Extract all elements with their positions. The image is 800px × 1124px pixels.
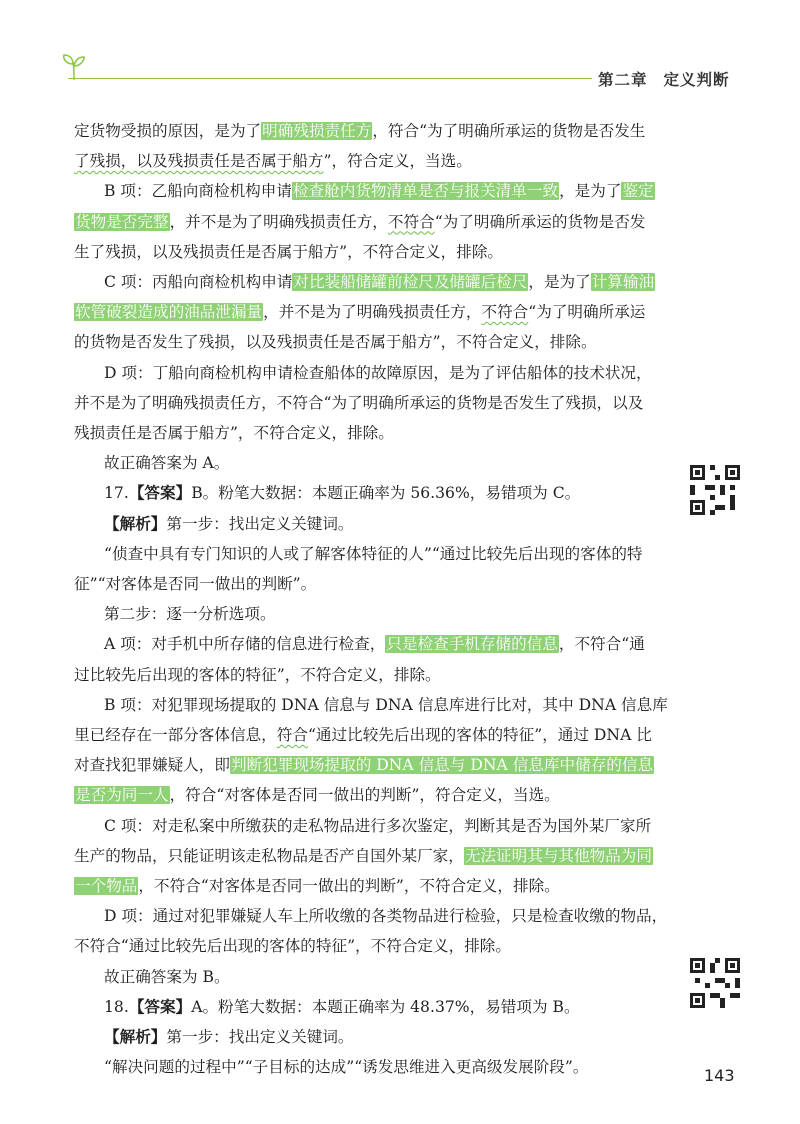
text-segment: D 项：通过对犯罪嫌疑人车上所收缴的各类物品进行检验，只是检查收缴的物品， xyxy=(104,907,668,926)
text-segment: 生产的物品，只能证明该走私物品是否产自国外某厂家， xyxy=(74,846,464,865)
text-segment: A。粉笔大数据：本题正确率为 48.37%，易错项为 B。 xyxy=(191,997,580,1016)
bold-label: 【解析】 xyxy=(104,513,167,533)
text-segment: “侦查中具有专门知识的人或了解客体特征的人”“通过比较先后出现的客体的特 xyxy=(104,544,643,563)
text-segment: 了残损，以及残损责任是否属于船方 xyxy=(74,152,324,171)
text-line xyxy=(104,994,580,1020)
text-segment: B。粉笔大数据：本题正确率为 56.36%，易错项为 C。 xyxy=(191,484,581,503)
highlighted-phrase: 一个物品 xyxy=(75,877,138,895)
text-line xyxy=(104,511,354,537)
text-line xyxy=(74,933,511,959)
text-segment: ”，符合定义，当选。 xyxy=(323,152,472,171)
text-segment: B 项：乙船向商检机构申请 xyxy=(104,182,292,201)
text-line xyxy=(104,1054,588,1080)
text-line xyxy=(74,662,441,688)
text-line xyxy=(74,239,503,265)
text-line xyxy=(74,873,560,899)
highlighted-phrase: 判断犯罪现场提取的 DNA 信息与 DNA 信息库中储存的信息 xyxy=(230,756,654,775)
text-segment: 不符合 xyxy=(481,303,529,322)
text-segment: 17. xyxy=(104,484,129,503)
text-segment: B 项：对犯罪现场提取的 DNA 信息与 DNA 信息库进行比对，其中 DNA 信息库 xyxy=(104,695,668,714)
text-segment: 第二步：逐一分析选项。 xyxy=(104,605,276,624)
text-line xyxy=(74,420,394,446)
text-segment: “为了明确所承运 xyxy=(528,303,646,322)
text-line xyxy=(104,450,229,476)
qr-code-icon[interactable] xyxy=(690,958,740,1008)
text-line xyxy=(74,782,560,808)
text-line xyxy=(74,148,472,174)
text-segment: D 项：丁船向商检机构申请检查船体的故障原因，是为了评估船体的技术状况， xyxy=(104,363,652,382)
bold-label: 【解析】 xyxy=(104,1027,167,1046)
chapter-number: 第二章 xyxy=(598,71,648,89)
text-line xyxy=(104,480,580,506)
text-segment: ，是为了 xyxy=(559,182,622,201)
text-line xyxy=(104,631,645,657)
text-segment: ，符合“为了明确所承运的货物是否发生 xyxy=(372,122,646,140)
text-segment: ，不符合“对客体是否同一做出的判断”，不符合定义，排除。 xyxy=(138,877,560,895)
highlighted-phrase: 鉴定 xyxy=(622,182,654,201)
highlighted-phrase: 检查舱内货物清单是否与报关清单一致 xyxy=(292,182,559,201)
text-segment: 第一步：找出定义关键词。 xyxy=(166,1028,354,1046)
text-segment: ，不符合“通 xyxy=(558,635,645,654)
text-segment: ，并不是为了明确残损责任方， xyxy=(169,212,388,231)
text-segment: 过比较先后出现的客体的特征”，不符合定义，排除。 xyxy=(74,665,441,684)
text-segment: 符合 xyxy=(276,726,308,744)
header-rule xyxy=(68,78,592,79)
text-line xyxy=(104,269,655,295)
bold-label: 【答案】 xyxy=(128,483,192,503)
bold-label: 【答案】 xyxy=(128,996,192,1016)
highlighted-phrase: 计算输油 xyxy=(591,273,655,291)
text-line xyxy=(74,390,643,416)
text-segment: C 项：对走私案中所缴获的走私物品进行多次鉴定，判断其是否为国外某厂家所 xyxy=(104,816,652,835)
text-line xyxy=(74,752,654,778)
text-segment: 不符合 xyxy=(387,212,435,231)
highlighted-phrase: 明确残损责任方 xyxy=(262,122,372,140)
text-segment: 定货物受损的原因，是为了 xyxy=(74,122,262,140)
text-segment: 对查找犯罪嫌疑人，即 xyxy=(74,756,230,775)
highlighted-phrase: 无法证明其与其他物品为同 xyxy=(464,846,652,865)
text-segment: 第一步：找出定义关键词。 xyxy=(166,514,354,533)
text-line xyxy=(104,964,230,990)
text-line xyxy=(104,541,643,567)
text-segment: 故正确答案为 B。 xyxy=(104,967,230,986)
text-line xyxy=(104,601,276,627)
text-line xyxy=(74,118,645,144)
text-segment: ，符合“对客体是否同一做出的判断”，符合定义，当选。 xyxy=(169,786,560,805)
text-segment: 18. xyxy=(104,997,129,1016)
text-line xyxy=(104,813,651,839)
highlighted-phrase: 货物是否完整 xyxy=(75,212,169,231)
text-line xyxy=(74,722,652,748)
text-segment: 不符合“通过比较先后出现的客体的特征”，不符合定义，排除。 xyxy=(74,937,511,956)
text-segment: 里已经存在一部分客体信息， xyxy=(74,726,277,744)
qr-code-icon[interactable] xyxy=(690,465,740,515)
chapter-heading xyxy=(598,68,730,90)
text-segment: 残损责任是否属于船方”，不符合定义，排除。 xyxy=(74,424,394,442)
text-segment: “通过比较先后出现的客体的特征”，通过 DNA 比 xyxy=(307,726,652,744)
leaf-icon xyxy=(60,52,88,86)
text-segment: “为了明确所承运的货物是否发 xyxy=(434,212,646,231)
text-line xyxy=(104,903,667,929)
text-segment: C 项：丙船向商检机构申请 xyxy=(104,273,293,291)
chapter-title: 定义判断 xyxy=(663,71,730,89)
text-line xyxy=(74,299,645,325)
text-segment: ，是为了 xyxy=(528,273,591,291)
text-line xyxy=(74,843,653,869)
text-segment: “解决问题的过程中”“子目标的达成”“诱发思维进入更高级发展阶段”。 xyxy=(104,1058,589,1077)
highlighted-phrase: 只是检查手机存储的信息 xyxy=(386,635,558,654)
highlighted-phrase: 是否为同一人 xyxy=(75,786,169,805)
text-line xyxy=(74,209,645,235)
text-segment: ，并不是为了明确残损责任方， xyxy=(263,303,482,322)
highlighted-phrase: 软管破裂造成的油品泄漏量 xyxy=(75,303,263,322)
text-line xyxy=(104,360,652,386)
text-segment: 征”“对客体是否同一做出的判断”。 xyxy=(74,575,317,593)
text-segment: 的货物是否发生了残损，以及残损责任是否属于船方”，不符合定义，排除。 xyxy=(74,333,597,352)
text-segment: 并不是为了明确残损责任方，不符合“为了明确所承运的货物是否发生了残损，以及 xyxy=(74,393,644,412)
highlighted-phrase: 对比装船储罐前检尺及储罐后检尺 xyxy=(293,273,528,291)
text-segment: 故正确答案为 A。 xyxy=(104,454,230,473)
text-segment: A 项：对手机中所存储的信息进行检查， xyxy=(104,635,386,654)
text-line xyxy=(104,1024,354,1050)
text-segment: 生了残损，以及残损责任是否属于船方”，不符合定义，排除。 xyxy=(74,242,504,261)
page-number: 143 xyxy=(704,1066,735,1085)
text-line xyxy=(104,178,655,204)
text-line xyxy=(74,571,316,597)
text-line xyxy=(104,692,668,718)
text-line xyxy=(74,329,597,355)
